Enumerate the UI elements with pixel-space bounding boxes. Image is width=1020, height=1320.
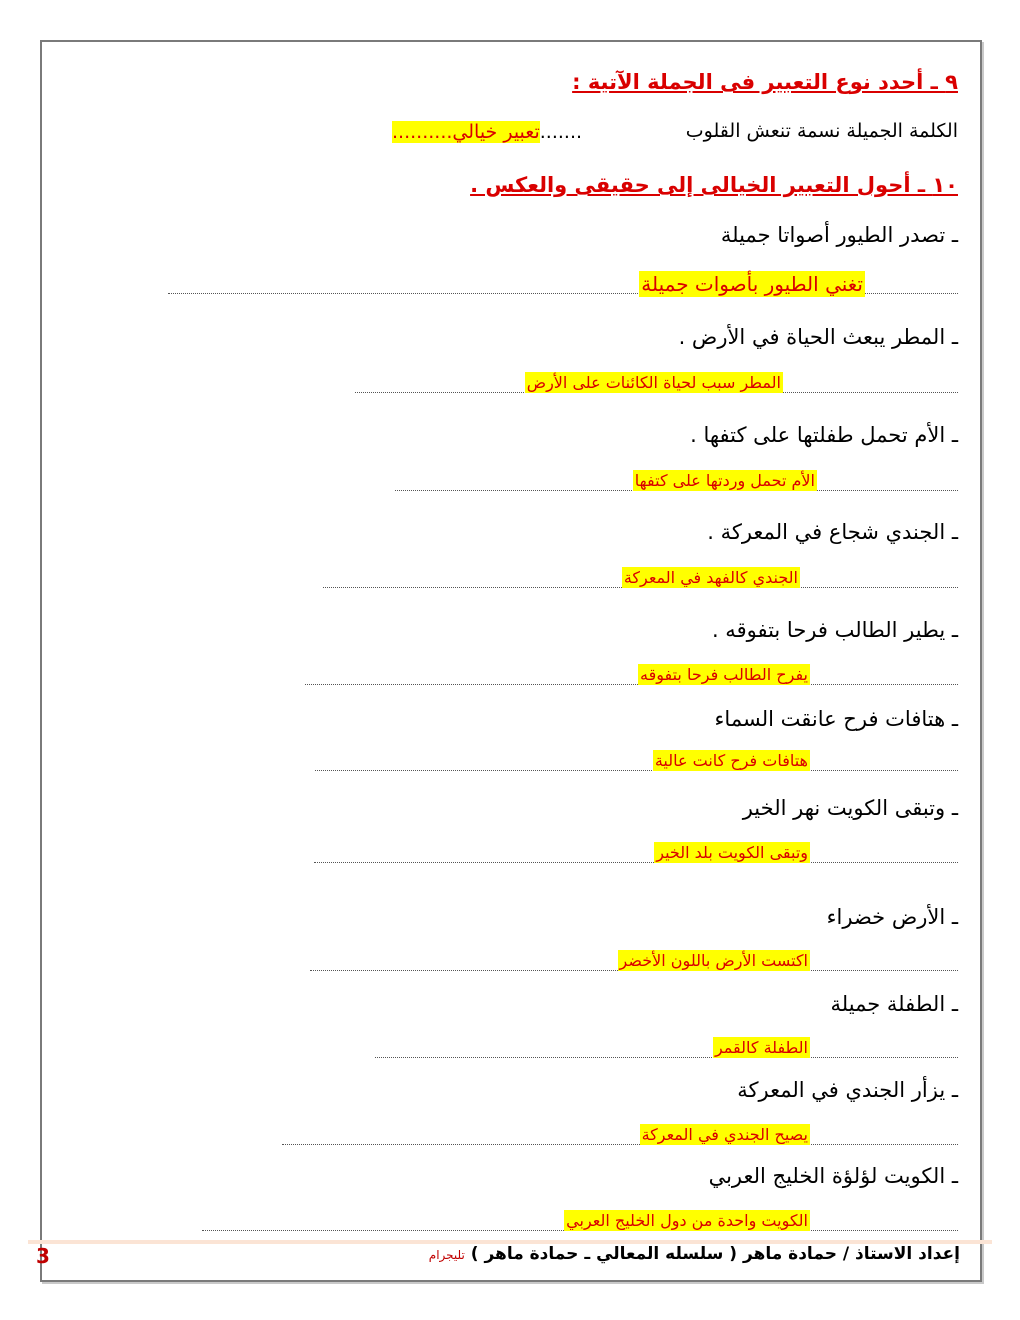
q10-item-answer: الجندي كالفهد في المعركة	[623, 568, 798, 587]
answer-dotted-line	[315, 770, 958, 771]
q9-heading: ٩ ـ أحدد نوع التعبير فى الجملة الآتية :	[572, 70, 958, 94]
q10-item-answer: تغني الطيور بأصوات جميلة	[641, 272, 863, 296]
q10-item-answer: هتافات فرح كانت عالية	[654, 751, 808, 770]
answer-dotted-line	[305, 684, 958, 685]
q10-item-sentence: ـ الأرض خضراء	[826, 905, 958, 929]
page-number: 3	[36, 1244, 50, 1268]
q10-item-answer: المطر سبب لحياة الكائنات على الأرض	[526, 373, 781, 392]
q10-item-answer: الطفلة كالقمر	[714, 1038, 808, 1057]
q10-item-sentence: ـ الطفلة جميلة	[830, 992, 958, 1016]
q10-item-sentence: ـ المطر يبعث الحياة في الأرض .	[678, 325, 958, 349]
q10-item-sentence: ـ الأم تحمل طفلتها على كتفها .	[690, 423, 958, 447]
q10-item-answer: اكتست الأرض باللون الأخضر	[619, 951, 808, 970]
q10-item-answer: يفرح الطالب فرحا بتفوقه	[640, 665, 808, 684]
answer-dotted-line	[314, 862, 958, 863]
q10-item-answer: يصيح الجندي في المعركة	[641, 1125, 808, 1144]
q9-answer: تعبير خيالي	[452, 121, 540, 143]
q10-item-sentence: ـ هتافات فرح عانقت السماء	[714, 707, 958, 731]
q9-sentence: الكلمة الجميلة نسمة تنعش القلوب	[685, 120, 958, 142]
q10-item-answer: وتبقى الكويت بلد الخير	[656, 843, 808, 862]
answer-dotted-line	[282, 1144, 958, 1145]
q9-answer-line	[392, 121, 582, 143]
answer-dotted-line	[375, 1057, 958, 1058]
q9-answer-dots-right: .......	[539, 121, 583, 143]
q10-item-sentence: ـ يزأر الجندي في المعركة	[737, 1078, 958, 1102]
footer-author-text: إعداد الاستاذ / حمادة ماهر ( سلسله المعالي ـ حمادة ماهر )	[470, 1244, 960, 1264]
footer-telegram-text: تليجرام	[428, 1248, 465, 1262]
q10-item-answer: الكويت واحدة من دول الخليج العربي	[566, 1211, 808, 1230]
q10-heading: ١٠ ـ أحول التعبير الخيالى إلى حقيقى والعكس .	[470, 173, 958, 197]
q10-item-sentence: ـ تصدر الطيور أصواتا جميلة	[720, 223, 958, 247]
q10-item-sentence: ـ يطير الطالب فرحا بتفوقه .	[711, 618, 958, 642]
q10-item-sentence: ـ وتبقى الكويت نهر الخير	[742, 796, 958, 820]
q10-item-sentence: ـ الكويت لؤلؤة الخليج العربي	[708, 1164, 958, 1188]
footer	[429, 1244, 960, 1264]
q10-item-answer: الأم تحمل وردتها على كتفها	[634, 471, 815, 490]
q10-item-sentence: ـ الجندي شجاع في المعركة .	[707, 520, 958, 544]
q9-answer-dots-left: ..........	[392, 121, 453, 143]
